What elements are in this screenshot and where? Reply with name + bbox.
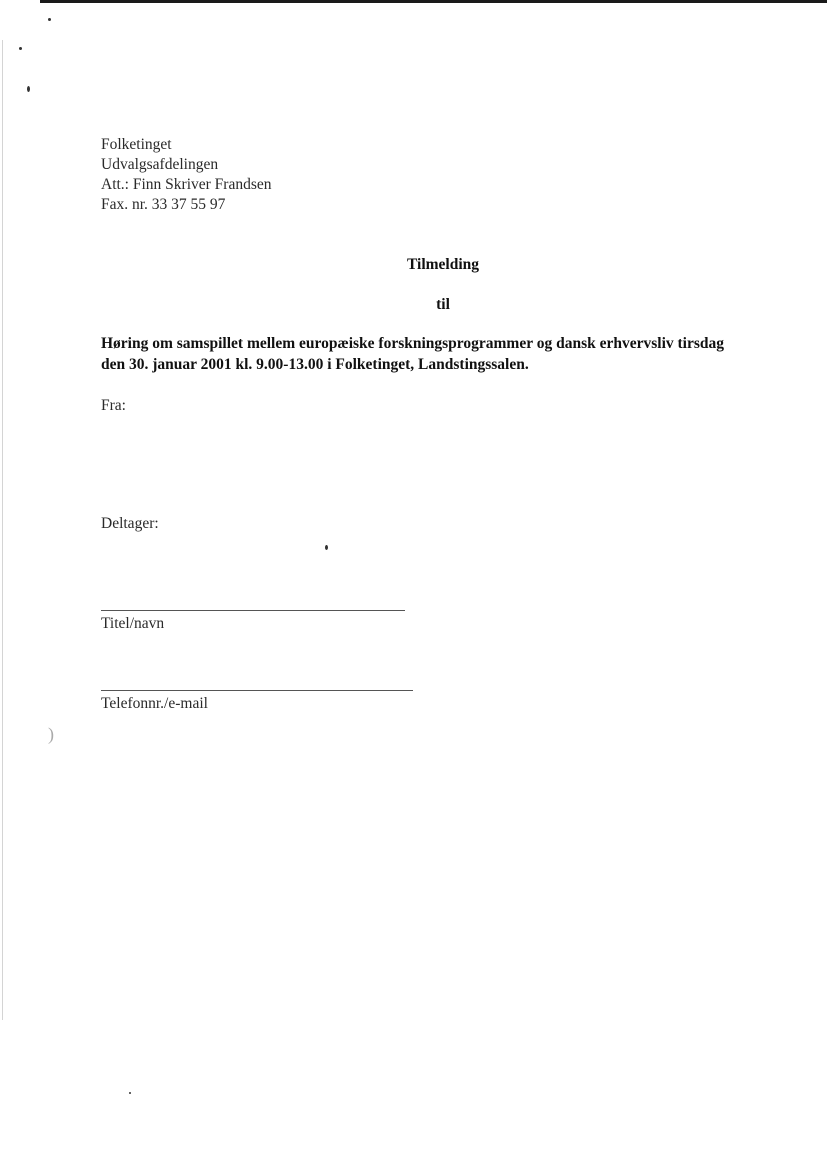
from-label: Fra: xyxy=(101,397,126,414)
recipient-line: Udvalgsafdelingen xyxy=(101,156,219,173)
scan-speck xyxy=(27,86,30,92)
recipient-line: Folketinget xyxy=(101,136,172,153)
title-name-label: Titel/navn xyxy=(101,615,165,632)
participant-label: Deltager: xyxy=(101,515,159,532)
scan-speck xyxy=(19,47,22,50)
scan-top-edge xyxy=(40,0,827,3)
scan-speck xyxy=(129,1092,131,1094)
recipient-line: Att.: Finn Skriver Frandsen xyxy=(101,176,272,193)
event-line: den 30. januar 2001 kl. 9.00-13.00 i Folketinget, Landstingssalen. xyxy=(101,356,529,373)
recipient-fax: Fax. nr. 33 37 55 97 xyxy=(101,196,226,213)
document-subtitle: til xyxy=(436,296,450,313)
title-name-line xyxy=(101,610,405,611)
phone-email-label: Telefonnr./e-mail xyxy=(101,695,208,712)
scan-mark: ) xyxy=(48,724,54,744)
scan-speck xyxy=(325,545,328,550)
scan-left-edge xyxy=(2,40,3,1020)
phone-email-line xyxy=(101,690,413,691)
document-title: Tilmelding xyxy=(406,256,480,273)
scan-speck xyxy=(48,18,51,21)
event-line: Høring om samspillet mellem europæiske forskningsprogrammer og dansk erhvervsliv tirsdag xyxy=(101,335,725,352)
